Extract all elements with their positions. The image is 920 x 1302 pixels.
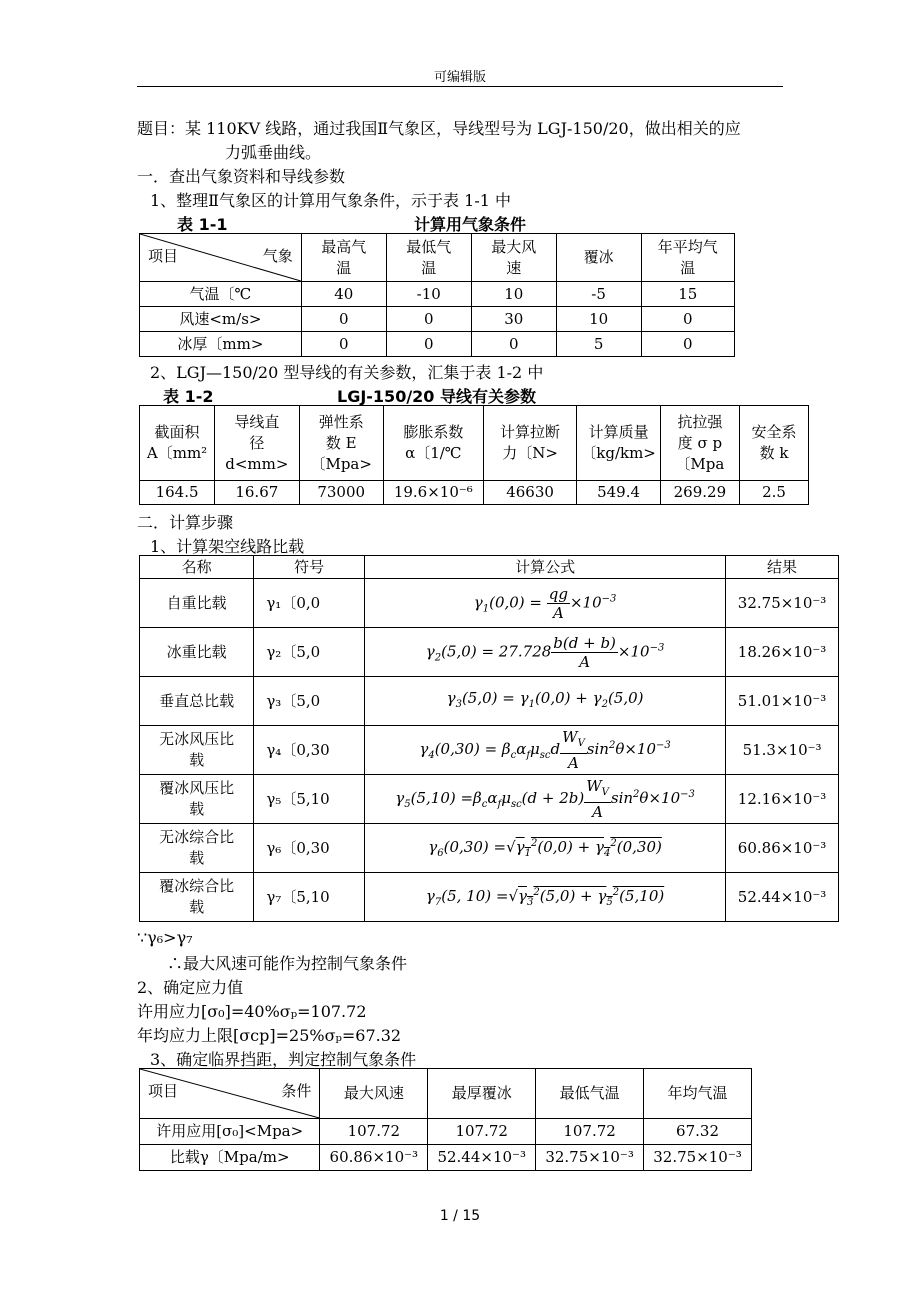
- t1-corner-left: 项目: [148, 247, 179, 265]
- t4-header: 最大风速: [320, 1069, 428, 1119]
- t4-header: 年均气温: [644, 1069, 752, 1119]
- t4-corner-cell: [140, 1069, 320, 1119]
- section-2-1: 1、计算架空线路比载: [150, 537, 305, 556]
- t2-header: 计算质量 〔kg/km>: [577, 406, 660, 481]
- t1-header: 最低气 温: [386, 234, 471, 282]
- table-row: 许用应用[σ₀]<Mpa> 107.72 107.72 107.72 67.32: [140, 1119, 752, 1145]
- section-1-heading: 一．查出气象资料和导线参数: [137, 167, 346, 186]
- table-row: 垂直总比载 γ₃〔5,0 $\gamma_3(5,0) = \gamma_1(0,0) + \gamma_2(5,0)$ 51.01×10⁻³: [140, 677, 839, 726]
- t4-header: 最低气温: [536, 1069, 644, 1119]
- table-row: 冰厚〔mm> 0 0 0 5 0: [140, 332, 735, 357]
- t1-header: 年平均气 温: [641, 234, 734, 282]
- section-2-2: 2、确定应力值: [137, 978, 244, 997]
- t3-header: 计算公式: [365, 556, 726, 579]
- allowable-stress: 许用应力[σ₀]=40%σₚ=107.72: [137, 1002, 367, 1021]
- table-row: 无冰风压比 载 γ₄〔0,30 $\gamma_4(0,30) = \beta_c\alpha_f\mu_{sc}d$ $\frac{W_V}{A}$ $\sin^2\theta\times 10^{-3}$ 51.3×10⁻³: [140, 726, 839, 775]
- table-row: 风速<m/s> 0 0 30 10 0: [140, 307, 735, 332]
- table-row: 覆冰综合比 载 γ₇〔5,10 $\gamma_7(5$, $10) =√\gamma_3^2(5,0) + \gamma_5^2(5,10)$ 52.44×10⁻³: [140, 873, 839, 922]
- annual-stress-limit: 年均应力上限[σcp]=25%σₚ=67.32: [137, 1026, 402, 1045]
- table-1-label: 表 1-1: [177, 215, 228, 234]
- table-weather-conditions: [139, 233, 735, 357]
- table-row: 164.5 16.67 73000 19.6×10⁻⁶ 46630 549.4 269.29 2.5: [140, 481, 809, 505]
- section-1-1: 1、整理Ⅱ气象区的计算用气象条件，示于表 1-1 中: [150, 191, 511, 210]
- formula-gamma6: $\gamma_6(0,30) =√\gamma_1^2(0,0) + \gamma_4^2(0,30)$: [365, 824, 726, 873]
- t1-corner-cell: [140, 234, 302, 282]
- title-line-2: 力弧垂曲线。: [225, 143, 322, 162]
- formula-gamma7: $\gamma_7(5$, $10) =√\gamma_3^2(5,0) + \gamma_5^2(5,10)$: [365, 873, 726, 922]
- page-header: 可编辑版: [433, 70, 486, 85]
- t2-header: 截面积 A〔mm²: [140, 406, 215, 481]
- t2-header: 计算拉断 力〔N>: [483, 406, 577, 481]
- t1-corner-right: 气象: [262, 247, 293, 265]
- table-row: 比载γ〔Mpa/m> 60.86×10⁻³ 52.44×10⁻³ 32.75×10⁻³ 32.75×10⁻³: [140, 1145, 752, 1171]
- t4-corner-left: 项目: [148, 1082, 179, 1100]
- formula-gamma2: $\gamma_2(5,0) = 27.728$ $\frac{b(d + b)}{A}$ $\times 10^{-3}$: [365, 628, 726, 677]
- t2-header: 抗拉强 度 σ p 〔Mpa: [660, 406, 739, 481]
- t2-header: 导线直 径 d<mm>: [215, 406, 299, 481]
- therefore-line: ∴最大风速可能作为控制气象条件: [167, 954, 408, 973]
- formula-gamma4: $\gamma_4(0,30) = \beta_c\alpha_f\mu_{sc}d$ $\frac{W_V}{A}$ $\sin^2\theta\times 10^{-3}$: [365, 726, 726, 775]
- table-conductor-params: [139, 405, 809, 505]
- formula-gamma1: $\gamma_1(0,0)$ = $\frac{qg}{A}$ $\times 10^{-3}$: [365, 579, 726, 628]
- table-row: 覆冰风压比 载 γ₅〔5,10 $\gamma_5(5,10) =\beta_c\alpha_f\mu_{sc}(d + 2b)$ $\frac{W_V}{A}$ $\sin^2\theta\times 10^{-3}$ 12.16×10⁻³: [140, 775, 839, 824]
- table-specific-loads: [139, 555, 839, 922]
- section-1-2: 2、LGJ—150/20 型导线的有关参数，汇集于表 1-2 中: [150, 363, 544, 382]
- t1-header: 覆冰: [556, 234, 641, 282]
- t3-header: 名称: [140, 556, 254, 579]
- formula-gamma3: $\gamma_3(5,0) = \gamma_1(0,0) + \gamma_2(5,0)$: [365, 677, 726, 726]
- table-row: 气温〔℃ 40 -10 10 -5 15: [140, 282, 735, 307]
- table-row: 自重比载 γ₁〔0,0 $\gamma_1(0,0)$ = $\frac{qg}{A}$ $\times 10^{-3}$ 32.75×10⁻³: [140, 579, 839, 628]
- t1-header: 最大风 速: [471, 234, 556, 282]
- t2-header: 弹性系 数 E 〔Mpa>: [299, 406, 383, 481]
- section-2-3: 3、确定临界挡距，判定控制气象条件: [150, 1050, 417, 1069]
- page-number: 1 / 15: [439, 1208, 481, 1224]
- title-line-1: 题目：某 110KV 线路，通过我国Ⅱ气象区，导线型号为 LGJ-150/20，做出相关的应: [137, 119, 741, 138]
- t3-header: 符号: [254, 556, 365, 579]
- table-2-caption: LGJ-150/20 导线有关参数: [337, 387, 537, 406]
- t4-header: 最厚覆冰: [428, 1069, 536, 1119]
- t3-header: 结果: [726, 556, 839, 579]
- t4-corner-right: 条件: [281, 1082, 312, 1100]
- table-row: 冰重比载 γ₂〔5,0 $\gamma_2(5,0) = 27.728$ $\frac{b(d + b)}{A}$ $\times 10^{-3}$ 18.26×10⁻³: [140, 628, 839, 677]
- formula-gamma5: $\gamma_5(5,10) =\beta_c\alpha_f\mu_{sc}(d + 2b)$ $\frac{W_V}{A}$ $\sin^2\theta\times 10^{-3}$: [365, 775, 726, 824]
- header-rule: [137, 86, 783, 87]
- t1-header: 最高气 温: [301, 234, 386, 282]
- table-critical-span: [139, 1068, 752, 1171]
- t2-header: 膨胀系数 α〔1/℃: [383, 406, 483, 481]
- table-row: 无冰综合比 载 γ₆〔0,30 $\gamma_6(0,30) =√\gamma_1^2(0,0) + \gamma_4^2(0,30)$ 60.86×10⁻³: [140, 824, 839, 873]
- t2-header: 安全系 数 k: [740, 406, 809, 481]
- table-1-caption: 计算用气象条件: [414, 215, 527, 234]
- section-2-heading: 二．计算步骤: [137, 513, 234, 532]
- because-line: ∵γ₆>γ₇: [137, 928, 193, 947]
- table-2-label: 表 1-2: [163, 387, 214, 406]
